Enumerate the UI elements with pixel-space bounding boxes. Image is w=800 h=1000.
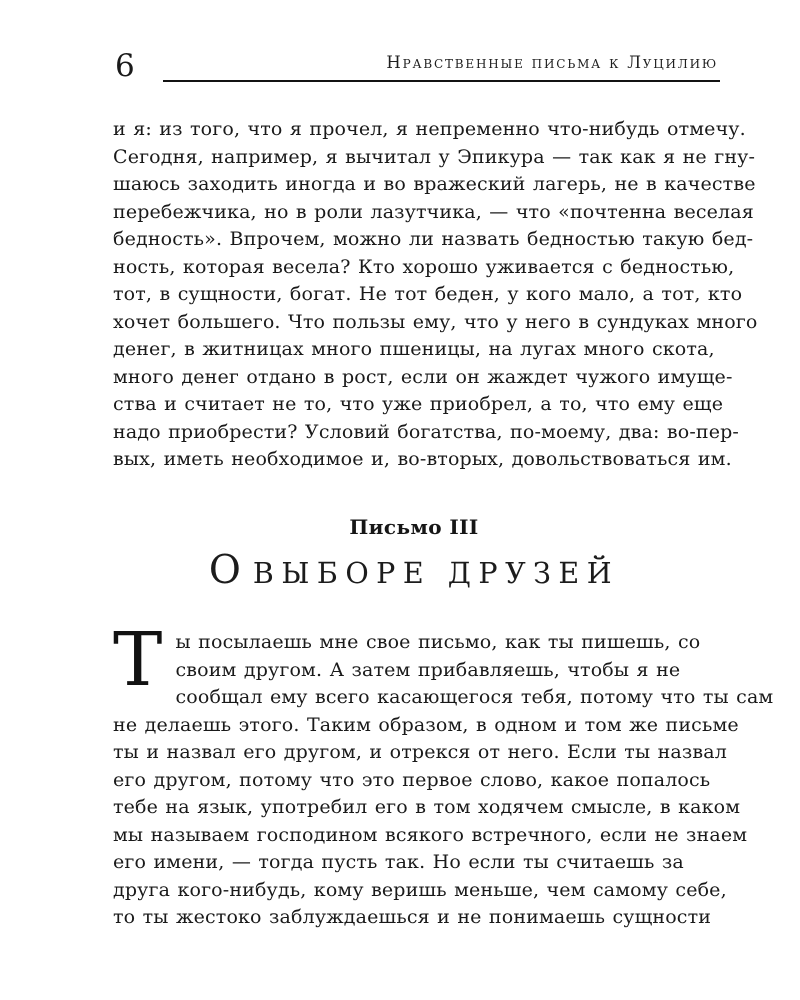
text-line: и я: из того, что я прочел, я непременно что-нибудь отмечу. bbox=[113, 118, 746, 140]
text-line: хочет большего. Что пользы ему, что у него в сундуках много bbox=[113, 310, 758, 333]
header-rule bbox=[163, 48, 720, 82]
chapter-title-initial: О bbox=[208, 548, 249, 593]
text-line: ы посылаешь мне свое письмо, как ты пишешь, со bbox=[175, 631, 701, 653]
text-line: сообщал ему всего касающегося тебя, потому что ты сам bbox=[175, 686, 774, 708]
text-line: вых, иметь необходимое и, во-вторых, довольствоваться им. bbox=[113, 448, 732, 470]
paragraph-lines bbox=[113, 617, 774, 932]
paragraph-continuation bbox=[113, 116, 758, 474]
page-number: 6 bbox=[115, 48, 135, 84]
text-line: мы называем господином всякого встречного, если не знаем bbox=[113, 823, 748, 846]
text-line: шаюсь заходить иногда и во вражеский лагерь, не в качестве bbox=[113, 173, 756, 195]
running-title: Нравственные письма к Луцилию bbox=[386, 53, 718, 72]
text-line: друга кого-нибудь, кому веришь меньше, чем самому себе, bbox=[113, 878, 727, 901]
drop-cap: Т bbox=[113, 617, 163, 703]
text-line: своим другом. А затем прибавляешь, чтобы я не bbox=[175, 658, 681, 681]
text-line: Сегодня, например, я вычитал у Эпикура — так как я не гну- bbox=[113, 145, 756, 168]
text-line: денег, в житницах много пшеницы, на лугах много скота, bbox=[113, 338, 715, 360]
text-line: не делаешь этого. Таким образом, в одном и том же письме bbox=[113, 713, 739, 736]
text-line: ность, которая весела? Кто хорошо уживается с бедностью, bbox=[113, 255, 735, 278]
text-line: его другом, потому что это первое слово, какое попалось bbox=[113, 768, 711, 791]
text-line: ты и назвал его другом, и отрекся от него. Если ты назвал bbox=[113, 741, 727, 763]
page-header bbox=[113, 48, 720, 82]
chapter-title-rest: ВЫБОРЕ ДРУЗЕЙ bbox=[252, 557, 620, 590]
chapter-heading bbox=[113, 513, 715, 597]
text-line: перебежчика, но в роли лазутчика, — что «почтенна веселая bbox=[113, 200, 754, 223]
text-line: то ты жестоко заблуждаешься и не понимаешь сущности bbox=[113, 906, 712, 928]
text-line: тот, в сущности, богат. Не тот беден, у кого мало, а тот, кто bbox=[113, 283, 743, 305]
text-line: бедность». Впрочем, можно ли назвать бедностью такую бед- bbox=[113, 228, 754, 250]
text-line: много денег отдано в рост, если он жаждет чужого имуще- bbox=[113, 365, 733, 388]
text-line: тебе на язык, употребил его в том ходячем смысле, в каком bbox=[113, 796, 741, 818]
chapter-title bbox=[113, 548, 715, 597]
text-line: надо приобрести? Условий богатства, по-моему, два: во-пер- bbox=[113, 420, 739, 443]
text-line: ства и считает не то, что уже приобрел, а то, что ему еще bbox=[113, 393, 724, 415]
paragraph-letter-body bbox=[113, 617, 774, 932]
text-line: его имени, — тогда пусть так. Но если ты считаешь за bbox=[113, 851, 684, 873]
letter-number-label: Письмо III bbox=[349, 515, 479, 539]
